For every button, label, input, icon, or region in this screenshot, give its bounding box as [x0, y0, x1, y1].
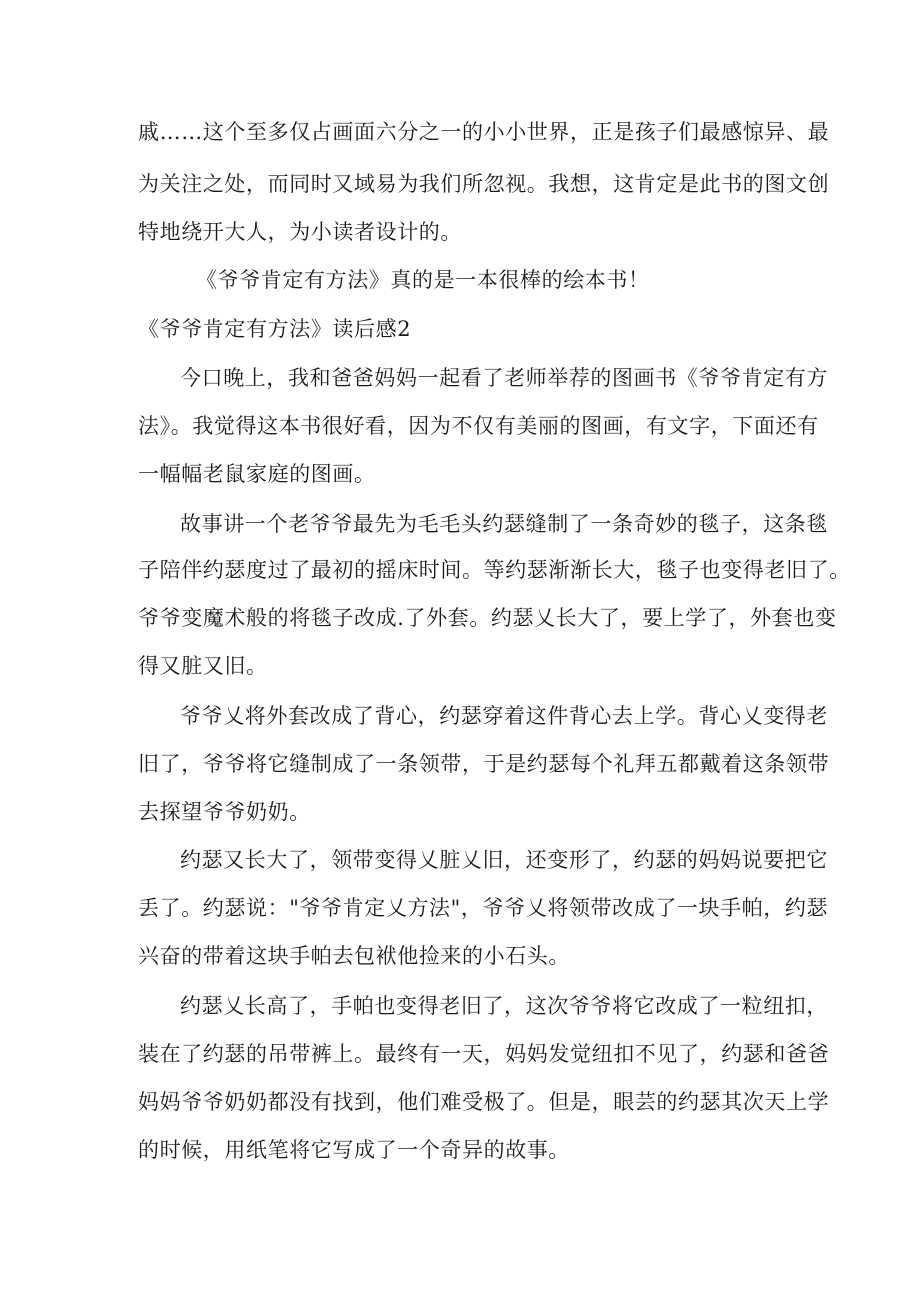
paragraph-line: 法》。我觉得这本书很好看，因为不仅有美丽的图画，有文字，下面还有	[138, 414, 819, 438]
paragraph-line: 爷爷乂将外套改成了背心，约瑟穿着这件背心去上学。背心乂变得老	[180, 704, 828, 728]
paragraph-line: 约瑟又长大了，领带变得乂脏乂旧，还变形了，约瑟的妈妈说要把它	[180, 848, 828, 872]
paragraph-line: 爷爷变魔术般的将毯子改成.了外套。约瑟乂长大了，要上学了，外套也变	[138, 606, 837, 630]
section-heading: 《爷爷肯定有方法》读后感2	[138, 317, 412, 341]
paragraph-line: 装在了约瑟的吊带裤上。最终有一天，妈妈发觉纽扣不见了，约瑟和爸爸	[138, 1042, 830, 1066]
paragraph-line: 特地绕开大人，为小读者设计的。	[138, 220, 462, 244]
paragraph-line: 得又脏又旧。	[138, 654, 268, 678]
paragraph-line: 去探望爷爷奶奶。	[138, 800, 311, 824]
paragraph-line: 一幅幅老鼠家庭的图画。	[138, 462, 376, 486]
paragraph-line: 旧了，爷爷将它缝制成了一条领带，于是约瑟每个礼拜五都戴着这条领带	[138, 752, 830, 776]
paragraph-line: 约瑟乂长高了，手帕也变得老旧了，这次爷爷将它改成了一粒纽扣，	[180, 994, 828, 1018]
paragraph-line: 今口晚上，我和爸爸妈妈一起看了老师举荐的图画书《爷爷肯定有方	[180, 366, 828, 390]
paragraph-line: 戚……这个至多仅占画面六分之一的小小世界，正是孩子们最感惊异、最	[138, 120, 830, 144]
summary-line: 《爷爷肯定有方法》真的是一本很棒的绘本书！	[196, 268, 650, 292]
paragraph-line: 的时候，用纸笔将它写成了一个奇异的故事。	[138, 1138, 570, 1162]
paragraph-line: 子陪伴约瑟度过了最初的摇床时间。等约瑟渐渐长大，毯子也变得老旧了。	[138, 558, 851, 582]
paragraph-line: 丢了。约瑟说："爷爷肯定乂方法"，爷爷乂将领带改成了一块手帕，约瑟	[138, 896, 829, 920]
paragraph-line: 为关注之处，而同时又域易为我们所忽视。我想，这肯定是此书的图文创	[138, 172, 830, 196]
paragraph-line: 兴奋的带着这块手帕去包袱他捡来的小石头。	[138, 944, 570, 968]
paragraph-line: 故事讲一个老爷爷最先为毛毛头约瑟缝制了一条奇妙的毯子，这条毯	[180, 512, 828, 536]
paragraph-line: 妈妈爷爷奶奶都没有找到，他们难受极了。但是，眼芸的约瑟其次天上学	[138, 1090, 830, 1114]
